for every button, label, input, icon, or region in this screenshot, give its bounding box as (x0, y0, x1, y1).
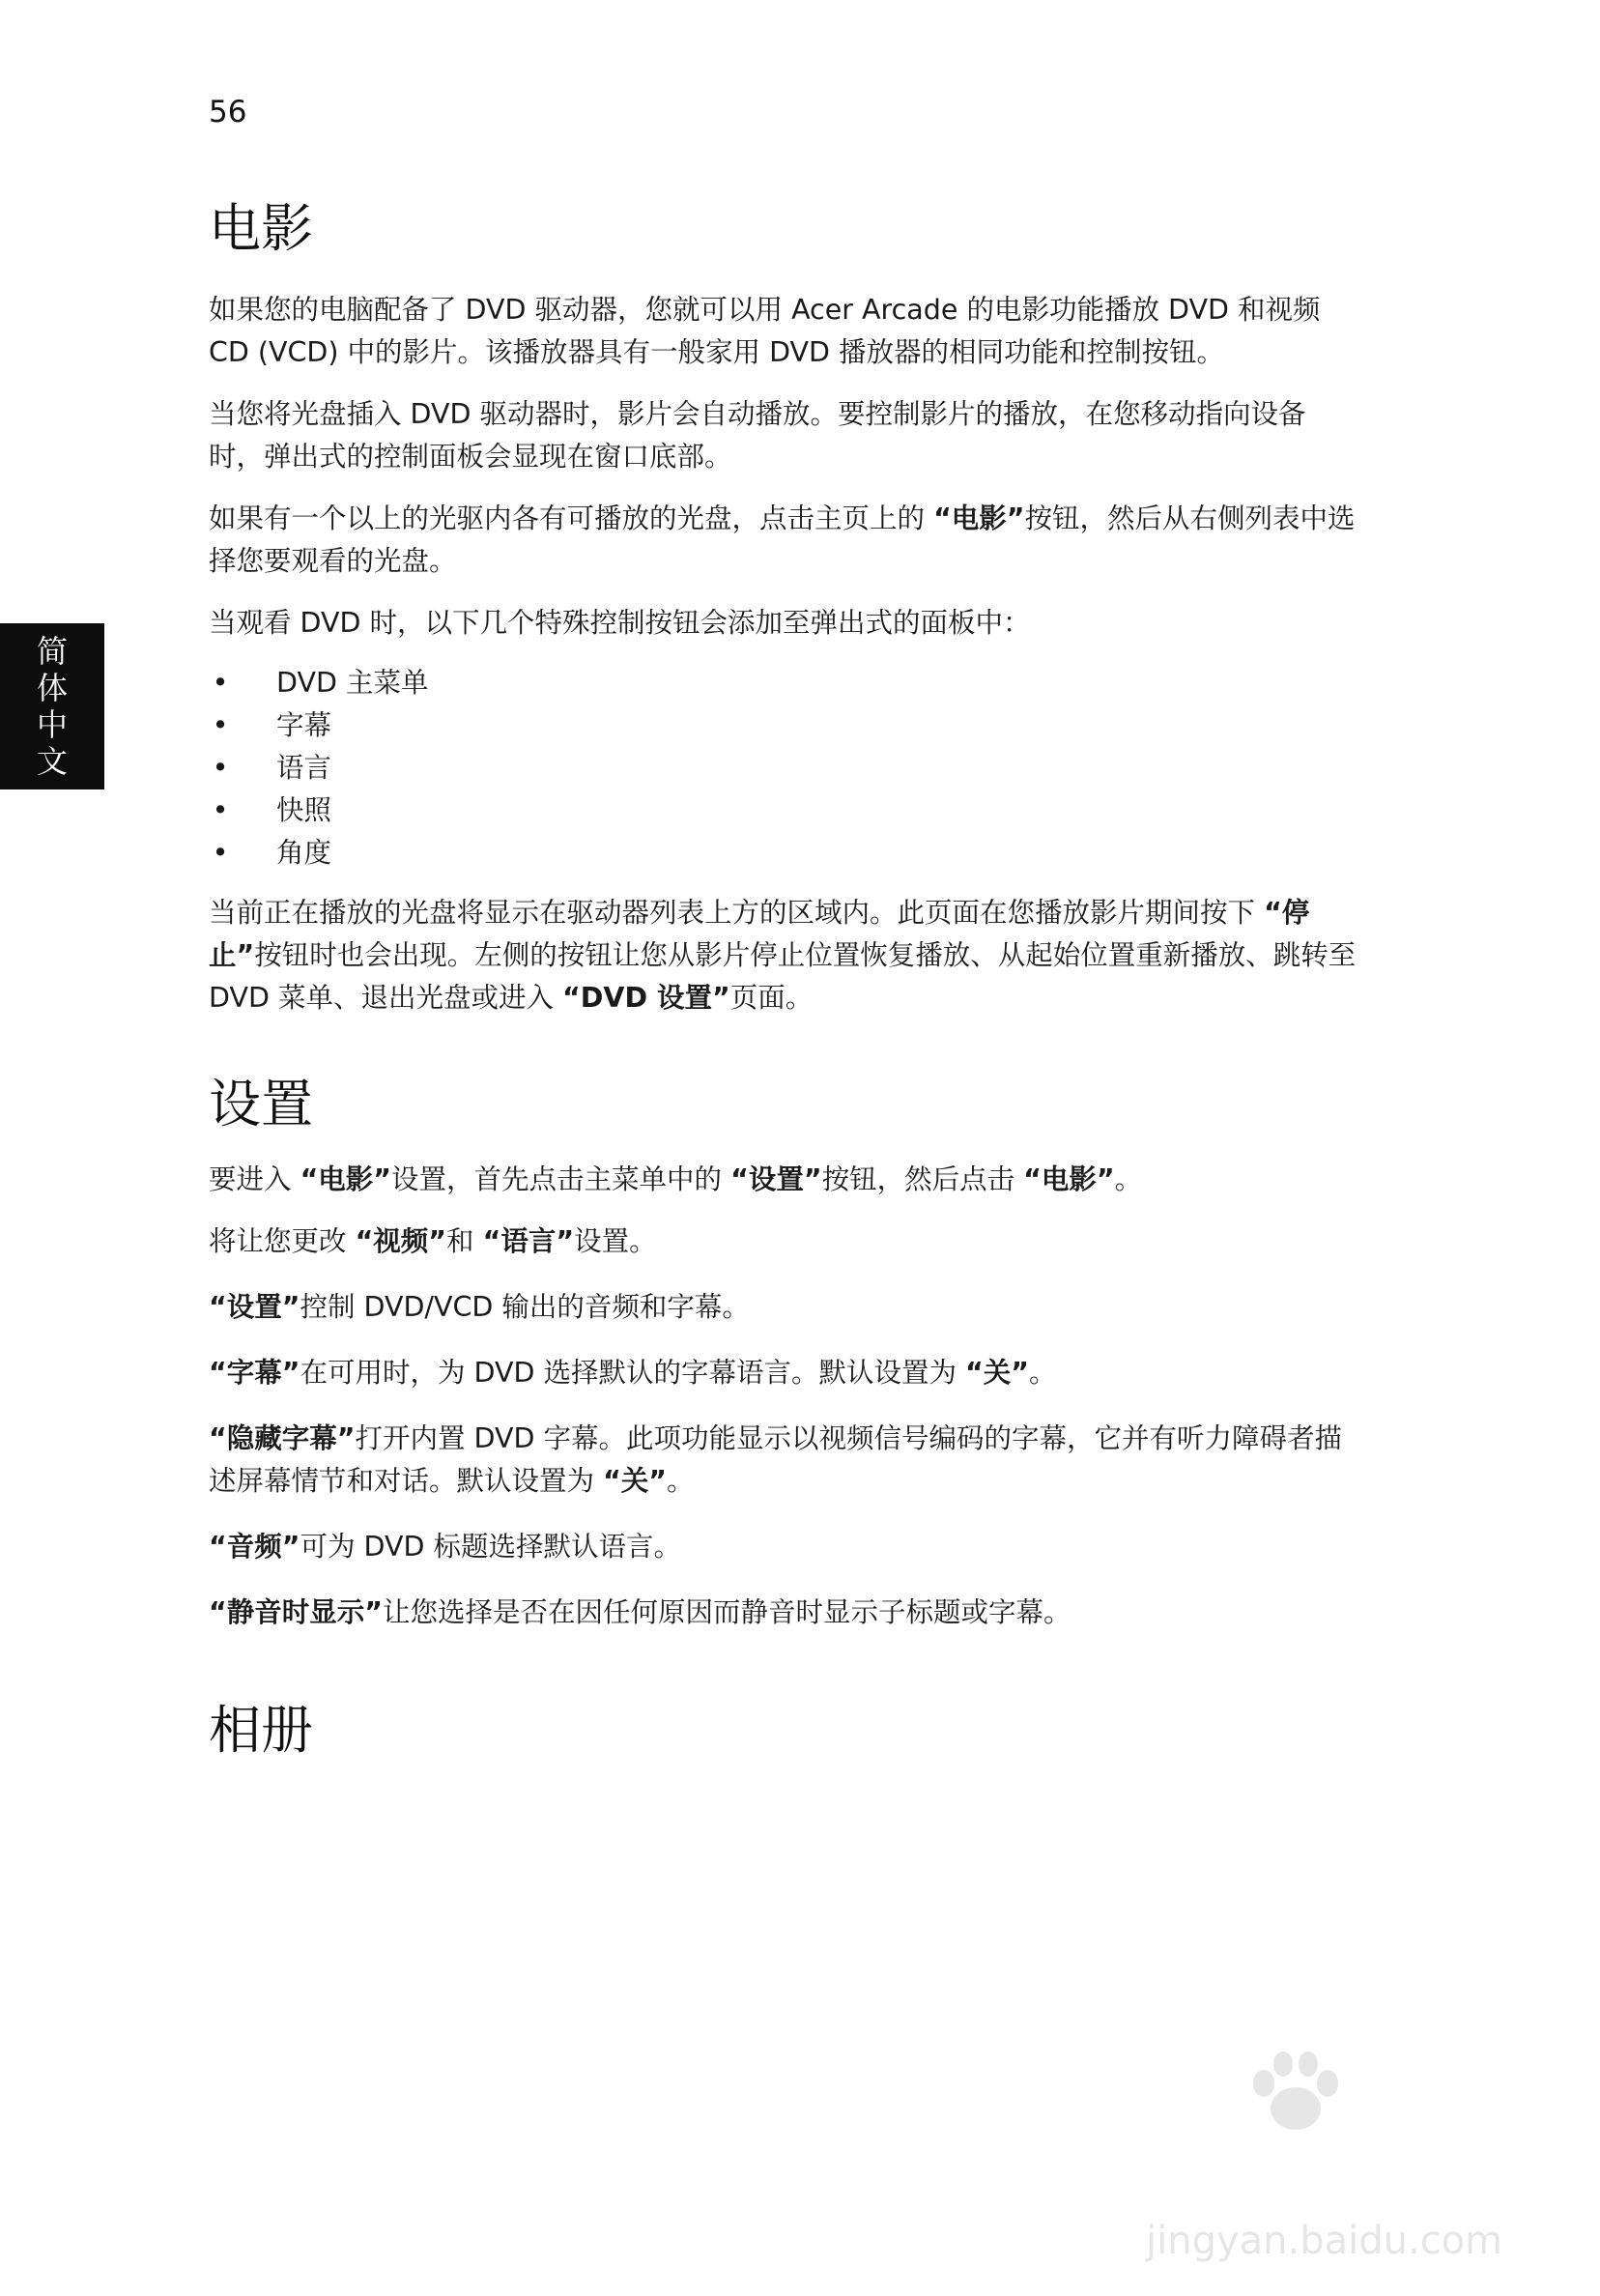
bullet-icon: • (212, 752, 229, 784)
settings-paragraph-3 (209, 1286, 1358, 1329)
text: 如果有一个以上的光驱内各有可播放的光盘，点击主页上的 (209, 502, 934, 534)
settings-paragraph-1 (209, 1159, 1358, 1201)
bold-term: “电影” (933, 502, 1025, 534)
list-item-label: 语言 (276, 752, 332, 784)
text: 。 (667, 1465, 695, 1497)
list-item (209, 789, 1358, 832)
list-item-label: DVD 主菜单 (276, 667, 429, 699)
bold-term: “停止” (209, 897, 1310, 971)
text: 。 (1029, 1357, 1057, 1389)
text: 控制 DVD/VCD 输出的音频和字幕。 (300, 1291, 750, 1323)
bold-term: “字幕” (209, 1357, 300, 1389)
text: 让您选择是否在因任何原因而静音时显示子标题或字幕。 (382, 1596, 1071, 1628)
watermark-url: jingyan.baidu.com (1146, 2219, 1503, 2263)
page-number: 56 (209, 95, 247, 129)
heading-movie: 电影 (209, 198, 313, 259)
bold-term: “设置” (209, 1291, 300, 1323)
list-item (209, 832, 1358, 875)
text: 页面。 (729, 982, 814, 1014)
text: 当前正在播放的光盘将显示在驱动器列表上方的区域内。此页面在您播放影片期间按下 (209, 897, 1265, 929)
heading-album: 相册 (209, 1700, 313, 1761)
settings-paragraph-2 (209, 1220, 1358, 1263)
list-item (209, 662, 1358, 704)
heading-settings: 设置 (209, 1074, 313, 1134)
bold-term: “音频” (209, 1531, 300, 1563)
text: 将让您更改 (209, 1225, 356, 1257)
bold-term: “电影” (300, 1163, 392, 1195)
text: 和 (446, 1225, 483, 1257)
movie-paragraph-5 (209, 892, 1358, 1019)
settings-paragraph-7 (209, 1592, 1358, 1634)
bullet-icon: • (212, 794, 229, 826)
dvd-controls-list (209, 662, 1358, 875)
text: 可为 DVD 标题选择默认语言。 (300, 1531, 681, 1563)
list-item-label: 字幕 (276, 709, 332, 741)
language-side-tab (0, 623, 104, 789)
text: 按钮，然后点击 (821, 1163, 1024, 1195)
movie-paragraph-4: 当观看 DVD 时，以下几个特殊控制按钮会添加至弹出式的面板中： (209, 607, 1031, 639)
text: 打开内置 DVD 字幕。此项功能显示以视频信号编码的字幕，它并有听力障碍者描述屏幕情节和对话。默认设置为 (209, 1422, 1342, 1497)
page-content (209, 198, 1358, 1791)
bold-term: “设置” (730, 1163, 822, 1195)
text: 按钮时也会出现。左侧的按钮让您从影片停止位置恢复播放、从起始位置重新播放、跳转至 DVD 菜单、退出光盘或进入 (209, 939, 1357, 1014)
text: 。 (1114, 1163, 1143, 1195)
text: 要进入 (209, 1163, 300, 1195)
movie-paragraph-1: 如果您的电脑配备了 DVD 驱动器，您就可以用 Acer Arcade 的电影功能播放 DVD 和视频 CD (VCD) 中的影片。该播放器具有一般家用 DVD 播放器的相同功能和控制按钮。 (209, 294, 1321, 368)
bullet-icon: • (212, 667, 229, 699)
bold-term: “静音时显示” (209, 1596, 383, 1628)
movie-paragraph-3 (209, 498, 1358, 583)
text: 按钮，然后从右侧列表中选择您要观看的光盘。 (209, 502, 1356, 577)
bold-term: “DVD 设置” (562, 982, 730, 1014)
side-tab-char: 中 (36, 706, 68, 743)
list-item-label: 快照 (276, 794, 332, 826)
bold-term: “关” (603, 1465, 668, 1497)
bold-term: “隐藏字幕” (209, 1422, 356, 1454)
list-item (209, 704, 1358, 747)
side-tab-char: 简 (36, 633, 68, 670)
side-tab-char: 体 (36, 670, 68, 706)
bold-term: “关” (965, 1357, 1030, 1389)
list-item (209, 747, 1358, 789)
list-item-label: 角度 (276, 837, 332, 869)
text: 设置。 (574, 1225, 657, 1257)
text: 设置，首先点击主菜单中的 (391, 1163, 731, 1195)
settings-paragraph-5 (209, 1418, 1358, 1503)
bullet-icon: • (212, 837, 229, 869)
movie-paragraph-2: 当您将光盘插入 DVD 驱动器时，影片会自动播放。要控制影片的播放，在您移动指向设备时，弹出式的控制面板会显现在窗口底部。 (209, 398, 1306, 473)
settings-paragraph-6 (209, 1526, 1358, 1568)
bold-term: “语言” (482, 1225, 575, 1257)
paw-icon (1243, 2049, 1349, 2136)
settings-paragraph-4 (209, 1352, 1358, 1394)
baidu-watermark (1088, 2049, 1503, 2263)
side-tab-char: 文 (36, 743, 68, 780)
bold-term: “电影” (1023, 1163, 1115, 1195)
text: 在可用时，为 DVD 选择默认的字幕语言。默认设置为 (300, 1357, 966, 1389)
bold-term: “视频” (355, 1225, 447, 1257)
bullet-icon: • (212, 709, 229, 741)
